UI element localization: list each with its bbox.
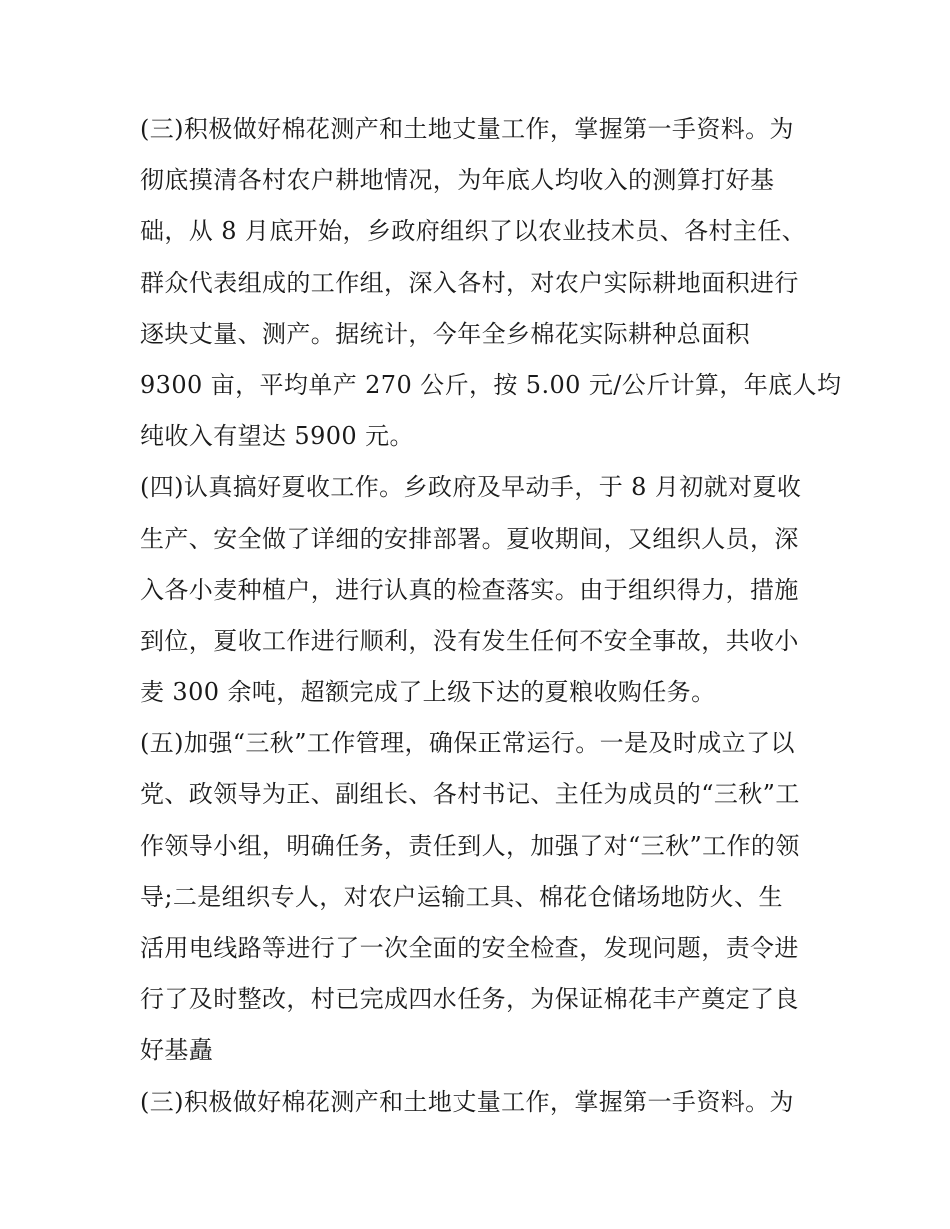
text-line-17: 活用电线路等进行了一次全面的安全检查，发现问题，责令进 [140,934,799,962]
text-line-6: 9300 亩，平均单产 270 公斤，按 5.00 元/公斤计算，年底人均 [140,370,842,399]
text-line-8: (四)认真搞好夏收工作。乡政府及早动手，于 8 月初就对夏收 [140,473,802,502]
document-body [140,104,842,1128]
text-line-19: 好基矗 [140,1036,214,1065]
text-line-2: 彻底摸清各村农户耕地情况，为年底人均收入的测算打好基 [140,166,775,195]
text-line-11: 到位，夏收工作进行顺利，没有发生任何不安全事故，共收小 [140,626,799,655]
text-line-5: 逐块丈量、测产。据统计，今年全乡棉花实际耕种总面积 [140,319,750,348]
text-line-20: (三)积极做好棉花测产和土地丈量工作，掌握第一手资料。为 [140,1087,794,1116]
text-line-13: (五)加强“三秋”工作管理，确保正常运行。一是及时成立了以 [140,729,795,758]
text-line-4: 群众代表组成的工作组，深入各村，对农户实际耕地面积进行 [140,268,799,297]
text-line-3: 础，从 8 月底开始，乡政府组织了以农业技术员、各村主任、 [140,217,807,246]
text-line-9: 生产、安全做了详细的安排部署。夏收期间，又组织人员，深 [140,524,799,553]
text-line-16: 导;二是组织专人，对农户运输工具、棉花仓储场地防火、生 [140,882,783,911]
text-line-7: 纯收入有望达 5900 元。 [140,422,414,451]
text-line-1: (三)积极做好棉花测产和土地丈量工作，掌握第一手资料。为 [140,115,794,143]
text-line-18: 行了及时整改，村已完成四水任务，为保证棉花丰产奠定了良 [140,985,799,1014]
text-line-12: 麦 300 余吨，超额完成了上级下达的夏粮收购任务。 [140,678,716,707]
text-line-10: 入各小麦种植户，进行认真的检查落实。由于组织得力，措施 [140,575,799,604]
text-line-14: 党、政领导为正、副组长、各村书记、主任为成员的“三秋”工 [140,780,800,809]
text-line-15: 作领导小组，明确任务，责任到人，加强了对“三秋”工作的领 [140,831,800,860]
